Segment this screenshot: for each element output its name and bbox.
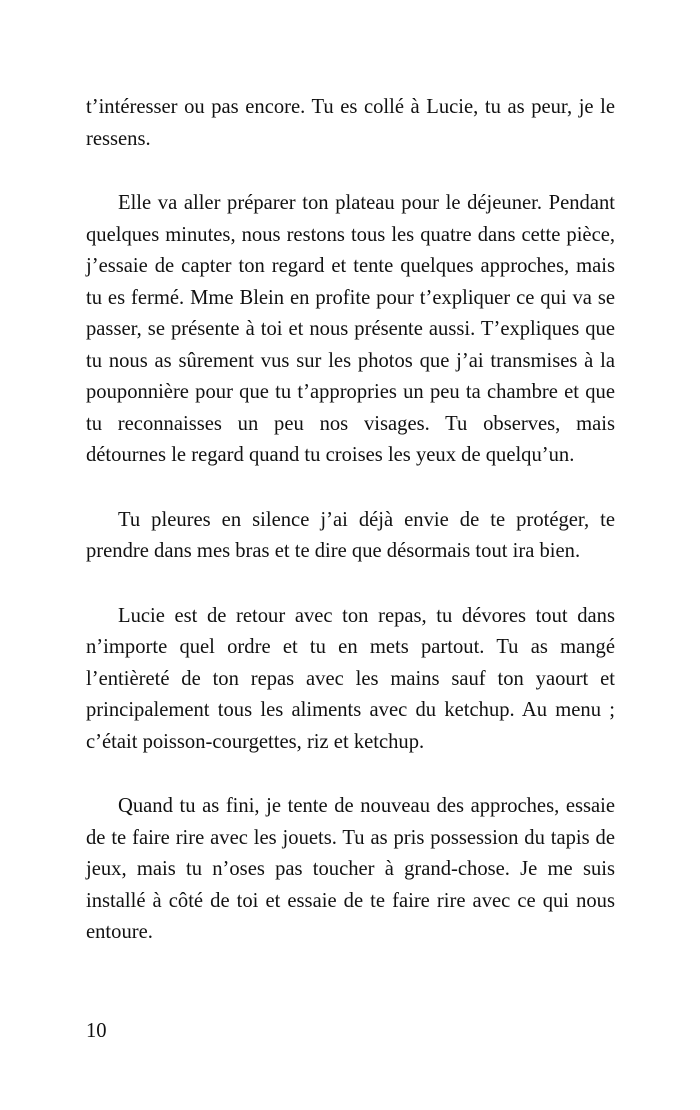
paragraph-3: Tu pleures en silence j’ai déjà envie de te protéger, te prendre dans mes bras et te dire que désormais tout ira bien. <box>86 508 615 562</box>
paragraph-1: t’intéresser ou pas encore. Tu es collé à Lucie, tu as peur, je le ressens. <box>86 96 615 150</box>
paragraph-2: Elle va aller préparer ton plateau pour le déjeuner. Pendant quelques minutes, nous restons tous les quatre dans cette pièce, j’essaie de capter ton regard et tente quelques approches, mais tu es fermé. Mme Blein en profite pour t’expliquer ce qui va se passer, se présente à toi et nous présente aussi. T’expliques que tu nous as sûrement vus sur les photos que j’ai transmises à la pouponnière pour que tu t’appropries un peu ta chambre et que tu reconnaisses un peu nos visages. Tu observes, mais détournes le regard quand tu croises les yeux de quelqu’un. <box>86 192 615 466</box>
page-number: 10 <box>86 1020 107 1042</box>
body-text <box>86 92 615 982</box>
paragraph-4: Lucie est de retour avec ton repas, tu dévores tout dans n’importe quel ordre et tu en mets partout. Tu as mangé l’entièreté de ton repas avec les mains sauf ton yaourt et principalement tous les aliments avec du ketchup. Au menu ; c’était poisson-courgettes, riz et ketchup. <box>86 604 615 753</box>
paragraph-5: Quand tu as fini, je tente de nouveau des approches, essaie de te faire rire avec les jouets. Tu as pris possession du tapis de jeux, mais tu n’oses pas toucher à grand-chose. Je me suis installé à côté de toi et essaie de te faire rire avec ce qui nous entoure. <box>86 795 615 943</box>
